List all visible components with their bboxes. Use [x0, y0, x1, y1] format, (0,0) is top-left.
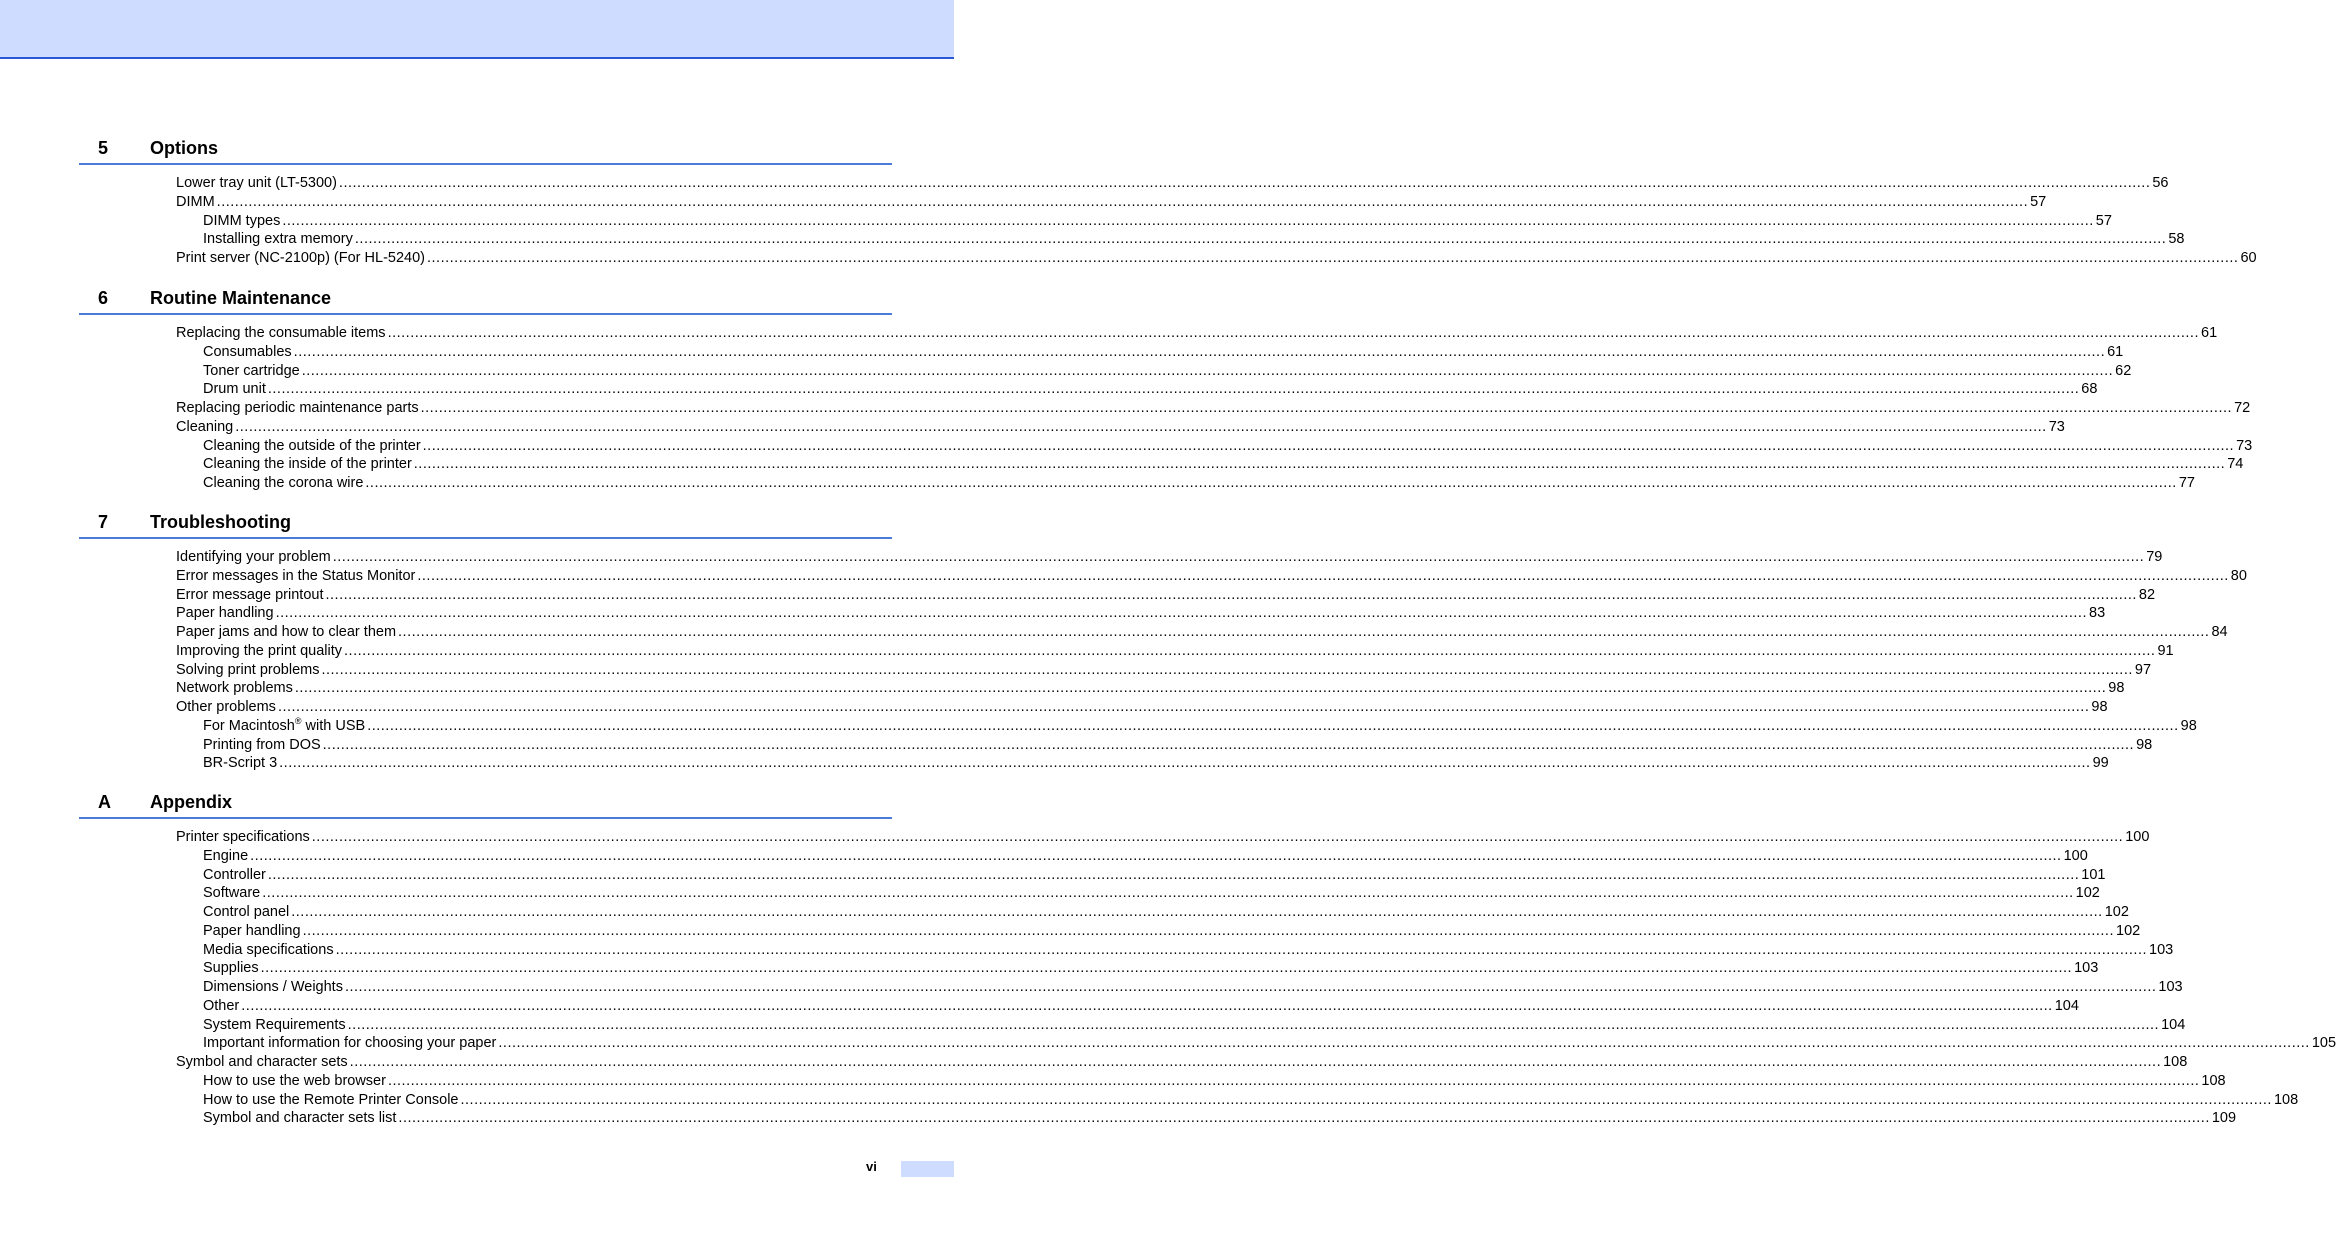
entry-title — [203, 997, 239, 1016]
entry-page-number: 79 — [2146, 549, 2163, 565]
entry-title — [203, 1091, 459, 1110]
toc-entry[interactable] — [79, 715, 2197, 736]
toc-entry[interactable] — [79, 1109, 2237, 1128]
entry-title — [203, 754, 277, 773]
toc-entry[interactable] — [79, 978, 2183, 997]
entry-title — [176, 642, 342, 661]
chapter-heading[interactable] — [79, 511, 892, 539]
toc-entry[interactable] — [79, 474, 2195, 493]
entry-title — [203, 1109, 396, 1128]
entry-title-text: Cleaning the outside of the printer — [203, 437, 421, 454]
entry-title — [176, 174, 337, 193]
toc-entry[interactable] — [79, 754, 2109, 773]
entry-list — [79, 174, 2257, 268]
dot-leader: ................................................................................................................................................................................................................................................................................................................................................................................................................ — [398, 624, 2210, 640]
entry-page-number: 60 — [2240, 250, 2257, 266]
entry-title — [176, 623, 396, 642]
dot-leader: ................................................................................................................................................................................................................................................................................................................................................................................................................ — [460, 1091, 2272, 1108]
entry-title-text: BR-Script 3 — [203, 755, 278, 772]
toc-entry[interactable] — [79, 174, 2169, 193]
toc-entry[interactable] — [79, 586, 2156, 605]
dot-leader: ................................................................................................................................................................................................................................................................................................................................................................................................................ — [413, 456, 2226, 473]
toc-entry[interactable] — [79, 455, 2244, 474]
dot-leader: ................................................................................................................................................................................................................................................................................................................................................................................................................ — [422, 437, 2235, 454]
entry-title-text: Paper handling — [203, 922, 301, 939]
entry-page-number: 91 — [2157, 642, 2174, 659]
entry-list — [79, 828, 2336, 1128]
toc-entry[interactable] — [79, 1016, 2186, 1035]
entry-title-text: Control panel — [203, 904, 290, 920]
chapter-number: 5 — [98, 138, 109, 158]
entry-title-text: Paper jams and how to clear them — [176, 624, 397, 640]
entry-title-text: Other — [203, 997, 240, 1014]
dot-leader: ................................................................................................................................................................................................................................................................................................................................................................................................................ — [347, 1016, 2160, 1033]
entry-page-number: 105 — [2311, 1035, 2336, 1052]
toc-entry[interactable] — [79, 698, 2108, 717]
entry-title — [176, 548, 331, 567]
entry-title — [203, 362, 300, 381]
entry-title-text: Engine — [203, 847, 249, 864]
dot-leader: ................................................................................................................................................................................................................................................................................................................................................................................................................ — [420, 400, 2233, 416]
dot-leader: ................................................................................................................................................................................................................................................................................................................................................................................................................ — [367, 717, 2179, 734]
dot-leader: ................................................................................................................................................................................................................................................................................................................................................................................................................ — [250, 847, 2062, 864]
entry-page-number: 104 — [2054, 997, 2079, 1014]
dot-leader: ................................................................................................................................................................................................................................................................................................................................................................................................................ — [335, 941, 2148, 958]
entry-title-text: Printing from DOS — [203, 736, 321, 753]
entry-page-number: 61 — [2201, 325, 2218, 341]
registered-mark: ® — [294, 715, 302, 726]
entry-list — [79, 324, 2253, 493]
dot-leader: ................................................................................................................................................................................................................................................................................................................................................................................................................ — [332, 549, 2145, 565]
entry-page-number: 100 — [2125, 829, 2150, 845]
entry-title-text: Controller — [203, 866, 266, 883]
toc-entry[interactable] — [79, 679, 2125, 698]
dot-leader: ................................................................................................................................................................................................................................................................................................................................................................................................................ — [365, 475, 2177, 491]
toc-entry[interactable] — [79, 249, 2257, 268]
entry-title-text: Error message printout — [176, 586, 324, 603]
entry-page-number: 97 — [2134, 661, 2152, 678]
entry-page-number: 109 — [2211, 1110, 2237, 1127]
dot-leader: ................................................................................................................................................................................................................................................................................................................................................................................................................ — [311, 829, 2124, 845]
dot-leader: ................................................................................................................................................................................................................................................................................................................................................................................................................ — [267, 866, 2080, 883]
toc-entry[interactable] — [79, 1072, 2226, 1091]
entry-page-number: 103 — [2074, 960, 2099, 977]
entry-title-text: Solving print problems — [176, 661, 320, 678]
entry-title-text: Supplies — [203, 960, 259, 977]
entry-title-text: Dimensions / Weights — [203, 979, 343, 995]
entry-title-text: Error messages in the Status Monitor — [176, 567, 416, 584]
toc-entry[interactable] — [79, 1091, 2299, 1110]
entry-page-number: 82 — [2138, 586, 2156, 603]
entry-page-number: 84 — [2211, 624, 2228, 640]
toc-entry[interactable] — [79, 343, 2124, 362]
entry-title-text: Paper handling — [176, 605, 274, 622]
entry-page-number: 108 — [2163, 1054, 2188, 1070]
chapter-a — [79, 791, 2336, 1128]
dot-leader: ................................................................................................................................................................................................................................................................................................................................................................................................................ — [322, 736, 2135, 753]
entry-title-text: Other problems — [176, 699, 276, 715]
entry-title — [203, 212, 280, 231]
entry-title-text: Symbol and character sets list — [203, 1110, 397, 1127]
entry-title-text: For Macintosh — [203, 717, 295, 734]
entry-title-text: Replacing the consumable items — [176, 325, 386, 341]
entry-title-text: How to use the web browser — [203, 1072, 386, 1089]
chapter-7 — [79, 511, 2247, 773]
dot-leader: ................................................................................................................................................................................................................................................................................................................................................................................................................ — [267, 381, 2080, 398]
chapter-title: Options — [150, 138, 218, 158]
entry-title — [176, 679, 293, 698]
toc-entry[interactable] — [79, 437, 2253, 456]
entry-title — [203, 941, 334, 960]
entry-page-number: 62 — [2115, 362, 2132, 379]
chapter-title: Routine Maintenance — [150, 288, 332, 308]
toc-entry[interactable] — [79, 866, 2106, 885]
entry-title — [176, 586, 323, 605]
toc-entry[interactable] — [79, 193, 2047, 212]
entry-title-text: Replacing periodic maintenance parts — [176, 400, 419, 416]
entry-title-text: Symbol and character sets — [176, 1054, 348, 1070]
entry-title-text: Cleaning the corona wire — [203, 475, 364, 491]
dot-leader: ................................................................................................................................................................................................................................................................................................................................................................................................................ — [398, 1110, 2210, 1127]
entry-page-number: 108 — [2273, 1091, 2299, 1108]
entry-page-number: 98 — [2091, 699, 2108, 715]
toc-entry[interactable] — [79, 324, 2218, 343]
toc-entry[interactable] — [79, 362, 2132, 381]
entry-title — [203, 903, 289, 922]
toc-entry[interactable] — [79, 903, 2129, 922]
dot-leader: ................................................................................................................................................................................................................................................................................................................................................................................................................ — [387, 1072, 2200, 1089]
entry-title-text: Media specifications — [203, 941, 334, 958]
entry-title-text: Improving the print quality — [176, 642, 343, 659]
toc-entry[interactable] — [79, 847, 2088, 866]
entry-title — [176, 698, 276, 717]
entry-title — [203, 736, 321, 755]
toc-entry[interactable] — [79, 997, 2079, 1016]
page-tab — [901, 1161, 954, 1177]
dot-leader: ................................................................................................................................................................................................................................................................................................................................................................................................................ — [387, 325, 2199, 341]
entry-title-text: How to use the Remote Printer Console — [203, 1091, 459, 1108]
entry-page-number: 56 — [2152, 175, 2169, 191]
chapter-number: A — [98, 792, 111, 812]
dot-leader: ................................................................................................................................................................................................................................................................................................................................................................................................................ — [241, 997, 2053, 1014]
entry-title-text: Lower tray unit (LT-5300) — [176, 175, 337, 191]
entry-page-number: 57 — [2030, 193, 2047, 210]
entry-list — [79, 548, 2247, 773]
toc-entry[interactable] — [79, 828, 2150, 847]
toc-entry[interactable] — [79, 959, 2099, 978]
dot-leader: ................................................................................................................................................................................................................................................................................................................................................................................................................ — [344, 642, 2156, 659]
entry-title-text: Consumables — [203, 343, 292, 360]
toc-entry[interactable] — [79, 884, 2100, 903]
toc-entry[interactable] — [79, 941, 2174, 960]
entry-title-text: Cleaning the inside of the printer — [203, 456, 412, 473]
entry-title-text: Printer specifications — [176, 829, 310, 845]
entry-page-number: 58 — [2168, 231, 2185, 248]
toc-entry[interactable] — [79, 567, 2247, 586]
entry-page-number: 73 — [2236, 437, 2253, 454]
entry-title-text: Identifying your problem — [176, 549, 331, 565]
dot-leader: ................................................................................................................................................................................................................................................................................................................................................................................................................ — [302, 922, 2114, 939]
dot-leader: ................................................................................................................................................................................................................................................................................................................................................................................................................ — [282, 212, 2094, 229]
toc-entry[interactable] — [79, 548, 2163, 567]
entry-title-text: DIMM — [176, 193, 215, 210]
entry-page-number: 108 — [2201, 1072, 2226, 1089]
dot-leader: ................................................................................................................................................................................................................................................................................................................................................................................................................ — [275, 605, 2087, 622]
entry-title — [176, 828, 310, 847]
chapter-number: 7 — [98, 512, 109, 532]
entry-title — [176, 661, 319, 680]
entry-title — [176, 567, 415, 586]
entry-title — [176, 249, 425, 268]
entry-title — [203, 343, 292, 362]
chapter-title: Appendix — [150, 792, 233, 812]
entry-page-number: 68 — [2081, 381, 2098, 398]
chapter-heading[interactable] — [79, 287, 892, 315]
entry-title — [203, 978, 343, 997]
dot-leader: ................................................................................................................................................................................................................................................................................................................................................................................................................ — [277, 699, 2090, 715]
entry-title — [203, 380, 266, 399]
dot-leader: ................................................................................................................................................................................................................................................................................................................................................................................................................ — [235, 418, 2047, 435]
dot-leader: ................................................................................................................................................................................................................................................................................................................................................................................................................ — [294, 680, 2107, 697]
dot-leader: ................................................................................................................................................................................................................................................................................................................................................................................................................ — [279, 755, 2091, 772]
dot-leader: ................................................................................................................................................................................................................................................................................................................................................................................................................ — [216, 193, 2029, 210]
entry-title-text: System Requirements — [203, 1016, 346, 1033]
toc-entry[interactable] — [79, 380, 2098, 399]
dot-leader: ................................................................................................................................................................................................................................................................................................................................................................................................................ — [417, 567, 2229, 584]
dot-leader: ................................................................................................................................................................................................................................................................................................................................................................................................................ — [338, 175, 2151, 191]
toc-entry[interactable] — [79, 1053, 2188, 1072]
dot-leader: ................................................................................................................................................................................................................................................................................................................................................................................................................ — [260, 960, 2073, 977]
entry-title — [203, 1034, 496, 1053]
chapter-6 — [79, 287, 2253, 493]
toc-entry[interactable] — [79, 623, 2228, 642]
entry-page-number: 61 — [2107, 343, 2124, 360]
toc-entry[interactable] — [79, 642, 2174, 661]
entry-title — [176, 324, 386, 343]
entry-page-number: 83 — [2089, 605, 2106, 622]
entry-page-number: 102 — [2075, 885, 2100, 902]
entry-title-text: Important information for choosing your paper — [203, 1035, 497, 1052]
toc-entry[interactable] — [79, 418, 2065, 437]
entry-title — [203, 922, 301, 941]
toc-entry[interactable] — [79, 212, 2112, 231]
page-number: vi — [866, 1159, 877, 1174]
entry-title-text: Network problems — [176, 680, 293, 697]
dot-leader: ................................................................................................................................................................................................................................................................................................................................................................................................................ — [427, 250, 2239, 266]
entry-title — [203, 1016, 346, 1035]
entry-title — [203, 437, 421, 456]
dot-leader: ................................................................................................................................................................................................................................................................................................................................................................................................................ — [325, 586, 2137, 603]
entry-title-text: Cleaning — [176, 418, 234, 435]
entry-page-number: 103 — [2149, 941, 2174, 958]
toc-entry[interactable] — [79, 1034, 2336, 1053]
entry-page-number: 103 — [2158, 979, 2183, 995]
entry-page-number: 73 — [2048, 418, 2065, 435]
dot-leader: ................................................................................................................................................................................................................................................................................................................................................................................................................ — [321, 661, 2133, 678]
toc-entry[interactable] — [79, 661, 2152, 680]
entry-title — [203, 1072, 386, 1091]
chapter-heading[interactable] — [79, 137, 892, 165]
dot-leader: ................................................................................................................................................................................................................................................................................................................................................................................................................ — [344, 979, 2157, 995]
dot-leader: ................................................................................................................................................................................................................................................................................................................................................................................................................ — [498, 1035, 2310, 1052]
entry-title — [203, 959, 259, 978]
entry-title-text: Print server (NC-2100p) (For HL-5240) — [176, 250, 425, 266]
dot-leader: ................................................................................................................................................................................................................................................................................................................................................................................................................ — [349, 1054, 2162, 1070]
entry-page-number: 98 — [2180, 717, 2197, 734]
entry-page-number: 98 — [2136, 736, 2153, 753]
entry-title — [176, 604, 274, 623]
toc-entry[interactable] — [79, 399, 2251, 418]
entry-page-number: 98 — [2108, 680, 2125, 697]
dot-leader: ................................................................................................................................................................................................................................................................................................................................................................................................................ — [354, 231, 2167, 248]
entry-title — [176, 418, 233, 437]
entry-page-number: 102 — [2116, 922, 2141, 939]
dot-leader: ................................................................................................................................................................................................................................................................................................................................................................................................................ — [301, 362, 2114, 379]
chapter-5 — [79, 137, 2257, 268]
entry-title — [176, 1053, 348, 1072]
dot-leader: ................................................................................................................................................................................................................................................................................................................................................................................................................ — [293, 343, 2106, 360]
dot-leader: ................................................................................................................................................................................................................................................................................................................................................................................................................ — [262, 885, 2074, 902]
entry-title — [203, 717, 365, 736]
toc-entry[interactable] — [79, 230, 2185, 249]
entry-page-number: 99 — [2092, 755, 2109, 772]
entry-title — [203, 884, 260, 903]
entry-title — [203, 847, 248, 866]
entry-title — [176, 193, 215, 212]
entry-page-number: 77 — [2178, 475, 2195, 491]
entry-title — [203, 455, 412, 474]
entry-title-text: Drum unit — [203, 381, 266, 398]
entry-page-number: 72 — [2234, 400, 2251, 416]
entry-title — [203, 866, 266, 885]
chapter-heading[interactable] — [79, 791, 892, 819]
header-band — [0, 0, 954, 59]
entry-title-text: Software — [203, 885, 261, 902]
entry-page-number: 102 — [2104, 904, 2129, 920]
entry-page-number: 57 — [2095, 212, 2112, 229]
entry-title — [203, 474, 363, 493]
entry-title — [176, 399, 419, 418]
entry-title-text: Installing extra memory — [203, 231, 353, 248]
chapter-number: 6 — [98, 288, 109, 308]
toc-entry[interactable] — [79, 922, 2141, 941]
entry-title — [203, 230, 353, 249]
entry-title-text: Toner cartridge — [203, 362, 300, 379]
dot-leader: ................................................................................................................................................................................................................................................................................................................................................................................................................ — [291, 904, 2103, 920]
entry-page-number: 101 — [2081, 866, 2106, 883]
entry-page-number: 80 — [2230, 567, 2247, 584]
entry-title-text: DIMM types — [203, 212, 281, 229]
entry-page-number: 104 — [2161, 1016, 2186, 1033]
toc-entry[interactable] — [79, 604, 2106, 623]
entry-page-number: 100 — [2063, 847, 2088, 864]
chapter-title: Troubleshooting — [150, 512, 291, 532]
entry-title-rest: with USB — [301, 717, 366, 734]
entry-page-number: 74 — [2227, 456, 2244, 473]
toc-entry[interactable] — [79, 736, 2153, 755]
